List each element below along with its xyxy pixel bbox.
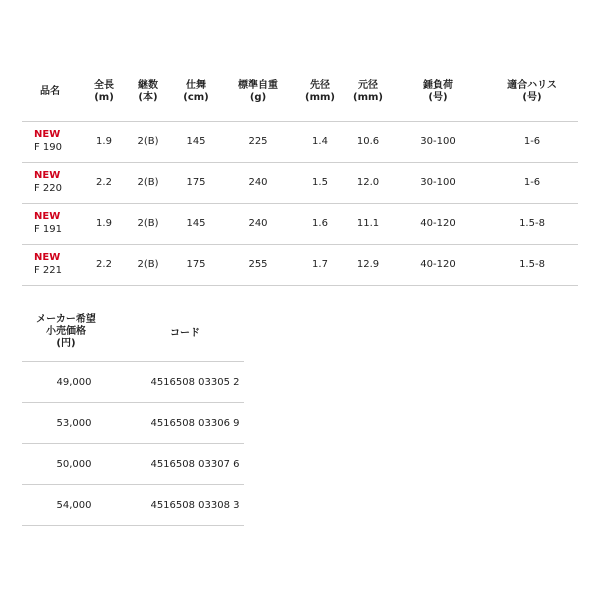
pieces-cell: 2(B): [137, 136, 159, 147]
header-length-label: 全長: [94, 80, 114, 91]
weight-cell: 225: [248, 136, 268, 147]
header-weight: [226, 80, 290, 104]
header-butt-diameter-unit: (mm): [353, 92, 383, 103]
model-name: F 221: [34, 265, 63, 276]
row-divider: [22, 525, 244, 526]
product-name-cell: [34, 128, 66, 154]
header-harris: [490, 80, 574, 104]
product-name-cell: [34, 210, 66, 236]
header-retail-price: [30, 314, 102, 350]
sinker-load-cell: 30-100: [420, 136, 456, 147]
header-pieces: [128, 80, 168, 104]
model-name: F 190: [34, 142, 63, 153]
header-sinker-load-label: 錘負荷: [423, 80, 453, 91]
header-retail-price-line1: メーカー希望: [36, 314, 96, 325]
weight-cell: 240: [248, 218, 268, 229]
product-name-cell: [34, 169, 66, 195]
harris-cell: 1-6: [523, 136, 541, 147]
closed-length-cell: 145: [186, 136, 206, 147]
row-divider: [22, 121, 578, 122]
header-pieces-unit: (本): [138, 92, 158, 103]
model-name: F 191: [34, 224, 63, 235]
new-badge: NEW: [34, 211, 61, 222]
code-cell: 4516508 03308 3: [150, 500, 240, 511]
weight-cell: 255: [248, 259, 268, 270]
model-name: F 220: [34, 183, 63, 194]
butt-diameter-cell: 12.9: [356, 259, 380, 270]
sinker-load-cell: 40-120: [420, 259, 456, 270]
row-divider: [22, 203, 578, 204]
tip-diameter-cell: 1.5: [312, 177, 328, 188]
row-divider: [22, 244, 578, 245]
product-name-cell: [34, 251, 66, 277]
sinker-load-cell: 30-100: [420, 177, 456, 188]
header-closed-length-unit: (cm): [183, 92, 209, 103]
harris-cell: 1-6: [523, 177, 541, 188]
code-cell: 4516508 03305 2: [150, 377, 240, 388]
header-butt-diameter: [344, 80, 392, 104]
pieces-cell: 2(B): [137, 218, 159, 229]
tip-diameter-cell: 1.4: [312, 136, 328, 147]
header-weight-unit: (g): [249, 92, 267, 103]
harris-cell: 1.5-8: [519, 218, 545, 229]
header-harris-unit: (号): [522, 92, 542, 103]
new-badge: NEW: [34, 252, 61, 263]
header-butt-diameter-label: 元径: [358, 80, 378, 91]
header-tip-diameter-label: 先径: [310, 80, 330, 91]
header-code-label: コード: [170, 328, 200, 339]
row-divider: [22, 162, 578, 163]
row-divider: [22, 285, 578, 286]
sinker-load-cell: 40-120: [420, 218, 456, 229]
row-divider: [22, 361, 244, 362]
header-tip-diameter: [298, 80, 342, 104]
new-badge: NEW: [34, 129, 61, 140]
price-cell: 53,000: [56, 418, 92, 429]
header-harris-label: 適合ハリス: [507, 80, 557, 91]
pieces-cell: 2(B): [137, 259, 159, 270]
price-cell: 50,000: [56, 459, 92, 470]
header-retail-price-line2: 小売価格: [46, 326, 86, 337]
butt-diameter-cell: 11.1: [356, 218, 380, 229]
header-tip-diameter-unit: (mm): [305, 92, 335, 103]
butt-diameter-cell: 10.6: [356, 136, 380, 147]
row-divider: [22, 443, 244, 444]
header-code: [140, 328, 230, 340]
row-divider: [22, 402, 244, 403]
tip-diameter-cell: 1.6: [312, 218, 328, 229]
closed-length-cell: 145: [186, 218, 206, 229]
header-length-unit: (m): [94, 92, 114, 103]
length-cell: 1.9: [96, 136, 112, 147]
harris-cell: 1.5-8: [519, 259, 545, 270]
pieces-cell: 2(B): [137, 177, 159, 188]
row-divider: [22, 484, 244, 485]
header-pieces-label: 継数: [138, 80, 158, 91]
closed-length-cell: 175: [186, 177, 206, 188]
tip-diameter-cell: 1.7: [312, 259, 328, 270]
header-length: [84, 80, 124, 104]
header-closed-length: [174, 80, 218, 104]
closed-length-cell: 175: [186, 259, 206, 270]
length-cell: 2.2: [96, 177, 112, 188]
header-closed-length-label: 仕舞: [186, 80, 206, 91]
code-cell: 4516508 03307 6: [150, 459, 240, 470]
header-sinker-load-unit: (号): [428, 92, 448, 103]
header-sinker-load: [408, 80, 468, 104]
length-cell: 1.9: [96, 218, 112, 229]
weight-cell: 240: [248, 177, 268, 188]
header-product-name: [30, 86, 70, 98]
header-product-name-text: 品名: [40, 86, 60, 97]
header-weight-label: 標準自重: [238, 80, 278, 91]
price-cell: 54,000: [56, 500, 92, 511]
header-retail-price-unit: (円): [56, 338, 76, 349]
butt-diameter-cell: 12.0: [356, 177, 380, 188]
length-cell: 2.2: [96, 259, 112, 270]
new-badge: NEW: [34, 170, 61, 181]
price-cell: 49,000: [56, 377, 92, 388]
code-cell: 4516508 03306 9: [150, 418, 240, 429]
